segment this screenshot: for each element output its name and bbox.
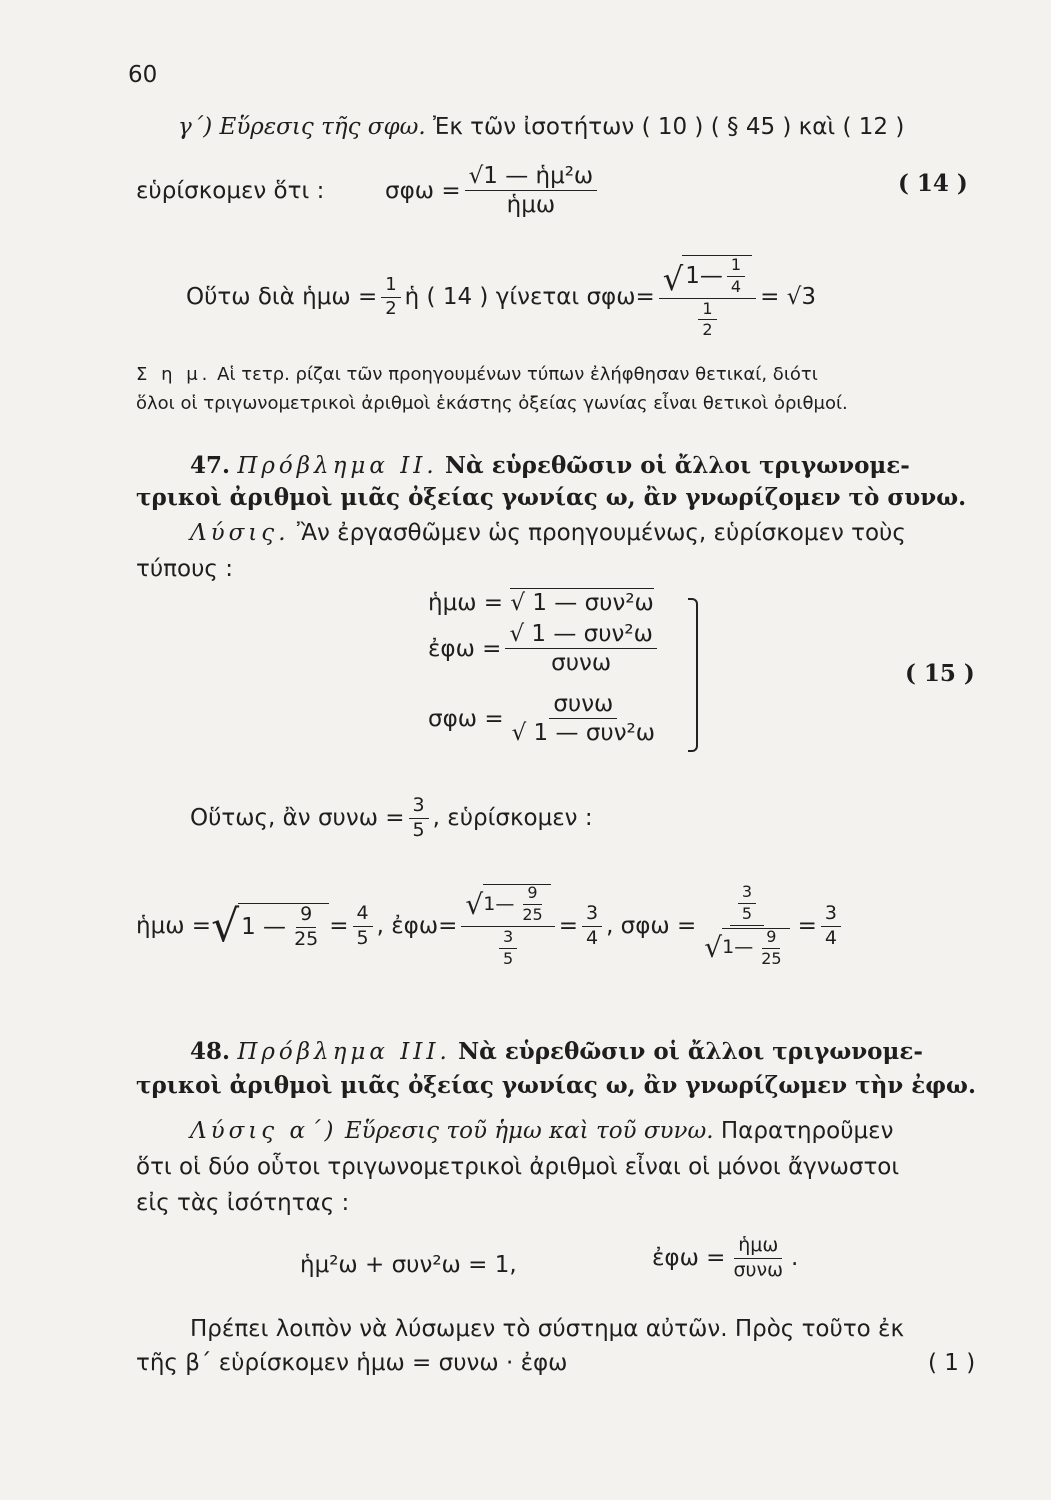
example-14 [186,255,816,339]
note-line-1 [136,364,818,385]
s48-title-1: Νὰ εὑρεθῶσιν οἱ ἄλλοι τριγωνομε- [458,1038,923,1065]
r-efo-num [461,884,554,927]
r-hmo: ἡμω = [136,913,212,939]
s48-title-line-2: τρικοὶ ἀριθμοὶ μιᾶς ὀξείας γωνίας ω, ἂν γνωρίζωμεν τὴν ἐφω. [136,1072,976,1099]
s48-line-2: ὅτι οἱ δύο οὗτοι τριγωνομετρικοὶ ἀριθμοὶ εἶναι οἱ μόνοι ἄγνωστοι [136,1154,900,1180]
example-14-half [381,273,400,319]
eq-number-15: ( 15 ) [905,660,975,687]
s47-example-tail: , εὑρίσκομεν : [432,805,593,832]
s48-eq2-dot: . [791,1245,799,1272]
r-5: 5 [356,926,369,949]
s47-solution-line [190,520,906,546]
s47-solution: Λύσις. [190,520,290,546]
gamma-line [178,114,904,140]
formula-15c-fraction [508,692,659,745]
example-14-big-fraction [659,255,756,339]
formula-15b [428,622,661,675]
s47-number: 47. [190,452,231,479]
example-14-lead: Οὕτω διὰ ἡμω = [186,284,378,311]
formula-15-brace [688,598,698,752]
s48-number: 48. [190,1038,231,1065]
r-sfo-9-25 [757,929,785,968]
radical [662,255,752,299]
r-radical-1 [211,901,329,953]
eq-number-1: ( 1 ) [928,1350,976,1376]
r-efo-3-5 [499,929,517,968]
r-final [821,901,841,949]
radical-sign-icon: √ [465,887,484,921]
formula-15b-num: √ 1 — συν²ω [505,622,656,649]
r-9-25 [290,902,322,950]
example-14-big-den [690,299,724,340]
r-radical-1-content [238,903,329,950]
note-text-1: Αἱ τετρ. ρίζαι τῶν προηγουμένων τύπων ἐλήφθησαν θετικαί, διότι [217,364,818,385]
r-sfo-rad [722,928,789,968]
r-3-4-num: 3 [582,904,602,927]
page-number: 60 [128,62,158,88]
s47-example-num: 3 [409,796,429,819]
s47-sol-text-2: τύπους : [136,556,233,582]
example-14-mid: ἡ ( 14 ) γίνεται σφω= [404,284,655,311]
r-4: 4 [353,904,373,927]
s47-example-lead: Οὕτως, ἂν συνω = [190,805,405,832]
s48-eq2 [652,1236,798,1281]
s48-sol-text: Παρατηροῦμεν [720,1118,894,1144]
s48-solution: Λύσις α΄) [190,1118,338,1144]
formula-15c-lhs: σφω = [428,705,504,732]
formula-15b-lhs: ἐφω = [428,635,502,662]
formula-14-lhs: σφω = [385,177,461,204]
s48-solution-line [190,1118,893,1144]
r-sfo-9: 9 [762,929,780,949]
s48-line-4: Πρέπει λοιπὸν νὰ λύσωμεν τὸ σύστημα αὐτῶν. Πρὸς τοῦτο ἐκ [190,1316,905,1342]
s48-sol-it: Εὕρεσις τοῦ ἡμω καὶ τοῦ συνω. [344,1118,714,1144]
s48-eq1: ἡμ²ω + συν²ω = 1, [300,1252,517,1278]
r-eq2: = [558,913,578,939]
r-sfo-one: 1— [722,936,754,959]
r-3-4-den: 4 [585,926,599,949]
example-14-big-num [659,255,756,299]
formula-15c-den: √ 1 — συν²ω [511,720,656,747]
gamma-find: εὑρίσκομεν ὅτι : [136,178,325,204]
s47-title-1: Νὰ εὑρεθῶσιν οἱ ἄλλοι τριγωνομε- [445,452,910,479]
s48-eq2-num: ἡμω [734,1236,782,1259]
r-3-4 [582,901,602,949]
r-4-5 [353,901,373,949]
s47-title-line-2: τρικοὶ ἀριθμοὶ μιᾶς ὀξείας γωνίας ω, ἂν γνωρίζομεν τὸ συνω. [136,484,967,511]
gamma-text: Ἐκ τῶν ἰσοτήτων ( 10 ) ( § 45 ) καὶ ( 12 ) [432,114,905,140]
r-efo-9-25 [518,885,546,924]
formula-15b-fraction [505,622,656,675]
r-25: 25 [294,927,319,950]
s48-problem: Πρόβλημα ΙΙΙ. [237,1039,451,1065]
gamma-label: γ΄) Εὕρεσις τῆς σφω. [178,114,426,140]
formula-14-den: ἡμω [506,192,556,219]
s48-line-3: εἰς τὰς ἰσότητας : [136,1190,350,1216]
r-final-den: 4 [824,926,837,949]
den-half-num: 1 [698,301,716,321]
s47-example-line [190,796,593,841]
half-den: 2 [385,297,397,319]
radical-sign-icon: √ [704,931,723,965]
r-sfo-3: 3 [738,884,756,904]
half-num: 1 [381,276,400,298]
r-eq3: = [797,913,817,939]
formula-15c [428,692,663,745]
r-9: 9 [296,905,316,928]
formula-15a [428,590,654,616]
r-efo-3: 3 [499,929,517,949]
r-efo-den [491,927,525,968]
r-sfo-fraction [700,884,793,967]
den-half [698,298,716,340]
r-efo-9: 9 [523,885,541,905]
formula-15b-den: συνω [551,650,612,677]
s47-problem: Πρόβλημα ΙΙ. [237,453,438,479]
example-14-result: = √3 [760,284,816,311]
r-efo: , ἐφω= [376,913,458,939]
s47-example-den: 5 [412,818,425,841]
r-efo-rad [483,884,550,924]
r-sfo-den [700,926,793,968]
radical-sign-icon: √ [662,260,684,299]
den-half-den: 2 [702,320,713,340]
quarter-num: 1 [727,257,745,277]
s48-line-5: τῆς β΄ εὑρίσκομεν ἡμω = συνω · ἐφω [136,1350,568,1376]
r-efo-fraction [461,884,554,967]
quarter [727,257,745,296]
s47-example-frac [409,796,429,841]
r-sfo-3-5 [738,884,756,923]
r-sfo-5: 5 [741,904,753,924]
formula-14 [385,164,601,217]
s48-eq2-fraction [729,1236,787,1281]
note-label: Σ η μ. [136,364,212,385]
r-final-num: 3 [821,904,841,927]
s47-sol-text: Ἂν ἐργασθῶμεν ὡς προηγουμένως, εὑρίσκομεν τοὺς [296,520,906,546]
s48-title-line-1 [190,1038,923,1065]
r-efo-25: 25 [522,905,543,925]
r-one-b: 1— [483,892,515,915]
s48-eq2-den: συνω [733,1258,784,1281]
r-eq: = [329,913,349,939]
radical-sign-icon: √ [211,901,240,953]
s48-eq2-lhs: ἐφω = [652,1245,726,1272]
r-sfo: , σφω = [606,913,697,939]
formula-14-num: √1 — ἡμ²ω [465,164,598,191]
quarter-den: 4 [730,276,742,296]
r-sfo-num [730,884,764,926]
eq-number-14: ( 14 ) [898,170,968,197]
s47-results [136,866,845,986]
r-efo-5: 5 [502,948,514,968]
r-one: 1 — [241,914,287,940]
formula-15c-num: συνω [549,692,617,719]
radical-content [682,255,752,296]
formula-14-fraction [465,164,598,217]
formula-15a-lhs: ἡμω = [428,590,504,616]
formula-15a-rhs: √ 1 — συν²ω [510,590,654,616]
note-line-2: ὅλοι οἱ τριγωνομετρικοὶ ἀριθμοὶ ἑκάστης ὀξείας γωνίας εἶναι θετικοὶ ὀριθμοί. [136,393,848,414]
s47-title-line-1 [190,452,910,479]
r-sfo-25: 25 [761,948,782,968]
root-inner: 1— [685,263,723,290]
